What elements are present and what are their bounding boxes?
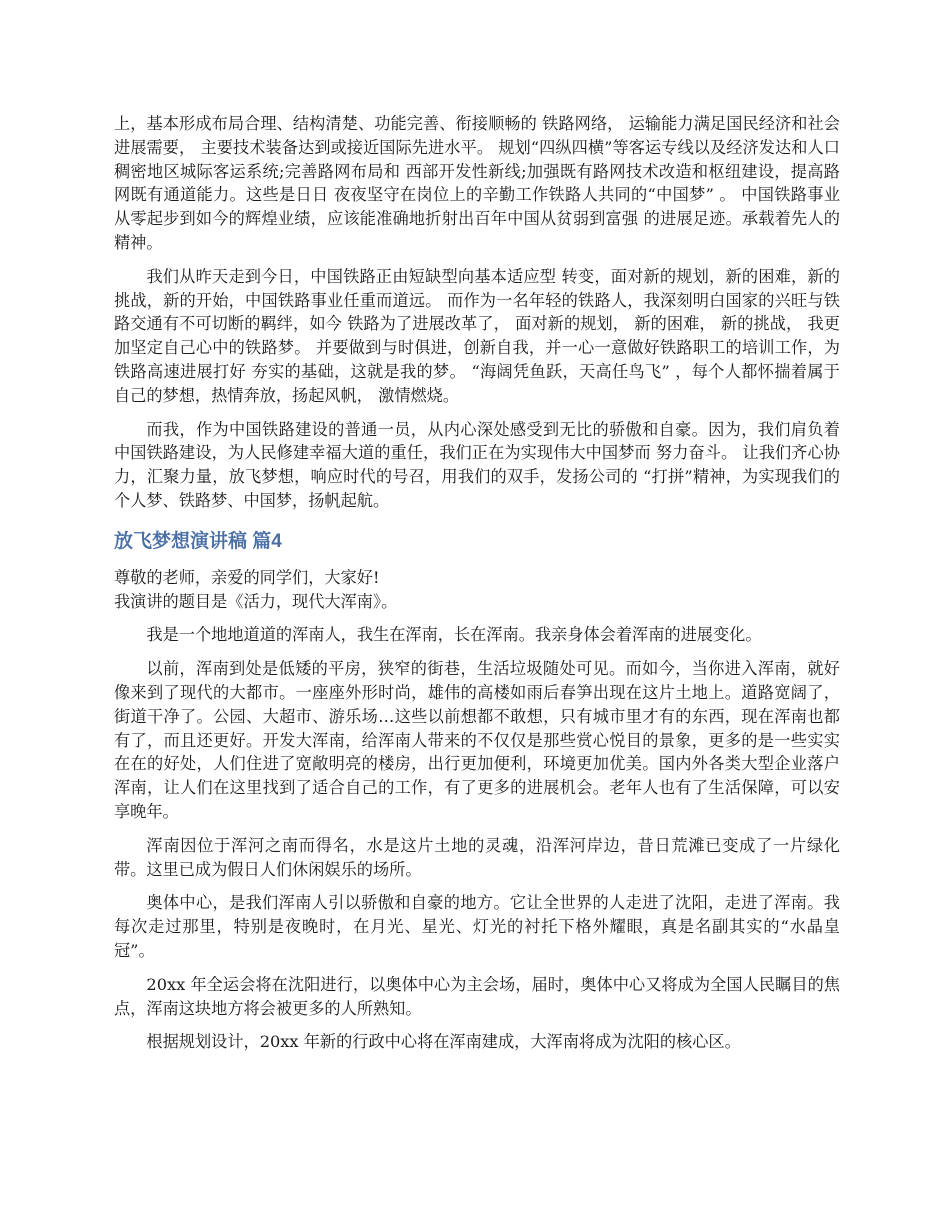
section-heading: 放飞梦想演讲稿 篇4 [114,530,282,552]
paragraph-railway-dream: 我们从昨天走到今日，中国铁路正由短缺型向基本适应型 转变，面对新的规划，新的困难，新的挑战，新的开始，中国铁路事业任重而道远。 而作为一名年轻的铁路人，我深刻明白国家的兴旺与铁路交通有不可切断的羁绊，如今 铁路为了进展改革了， 面对新的规划， 新的困难， 新的挑战， 我更加坚定自己心中的铁路梦。 并要做到与时俱进，创新自我，并一心一意做好铁路职工的培训工作，为铁路高速进展打好 夯实的基础，这就是我的梦。 “海阔凭鱼跃，天高任鸟飞” ，每个人都怀揣着属于自己的梦想，热情奔放，扬起风帆， 激情燃烧。 [114,266,840,405]
speech-title-line: 我演讲的题目是《活力，现代大浑南》。 [114,591,398,611]
document-page [114,112,840,1054]
paragraph-hunnan-river: 浑南因位于浑河之南而得名，水是这片土地的灵魂，沿浑河岸边，昔日荒滩已变成了一片绿化带。这里已成为假日人们休闲娱乐的场所。 [114,835,840,879]
paragraph-hunnan-native: 我是一个地地道道的浑南人，我生在浑南，长在浑南。我亲身体会着浑南的进展变化。 [146,625,762,645]
paragraph-olympic-center: 奥体中心，是我们浑南人引以骄傲和自豪的地方。它让全世界的人走进了沈阳，走进了浑南。我每次走过那里，特别是夜晚时，在月光、星光、灯光的衬托下格外耀眼，真是名副其实的“水晶皇冠”。 [114,893,840,960]
paragraph-hunnan-change: 以前，浑南到处是低矮的平房，狭窄的街巷，生活垃圾随处可见。而如今，当你进入浑南，就好像来到了现代的大都市。一座座外形时尚，雄伟的高楼如雨后春笋出现在这片土地上。道路宽阔了，街道干净了。公园、大超市、游乐场…这些以前想都不敢想，只有城市里才有的东西，现在浑南也都有了，而且还更好。开发大浑南，给浑南人带来的不仅仅是那些赏心悦目的景象，更多的是一些实实在在的好处，人们住进了宽敞明亮的楼房，出行更加便利，环境更加优美。国内外各类大型企业落户浑南，让人们在这里找到了适合自己的工作，有了更多的进展机会。老年人也有了生活保障，可以安享晚年。 [114,659,840,821]
paragraph-national-games: 20xx 年全运会将在沈阳进行，以奥体中心为主会场，届时，奥体中心又将成为全国人民瞩目的焦点，浑南这块地方将会被更多的人所熟知。 [114,974,840,1018]
paragraph-railway-pride: 而我，作为中国铁路建设的普通一员，从内心深处感受到无比的骄傲和自豪。因为，我们肩负着中国铁路建设，为人民修建幸福大道的重任，我们正在为实现伟大中国梦而 努力奋斗。 让我们齐心协力，汇聚力量，放飞梦想，响应时代的号召，用我们的双手，发扬公司的 “打拼”精神，为实现我们的个人梦、铁路梦、中国梦，扬帆起航。 [114,419,840,510]
paragraph-admin-center: 根据规划设计，20xx 年新的行政中心将在浑南建成，大浑南将成为沈阳的核心区。 [146,1032,741,1052]
paragraph-railway-network: 上，基本形成布局合理、结构清楚、功能完善、衔接顺畅的 铁路网络， 运输能力满足国民经济和社会进展需要， 主要技术装备达到或接近国际先进水平。 规划“四纵四横”等客运专线以及经济发达和人口稠密地区城际客运系统;完善路网布局和 西部开发性新线;加强既有路网技术改造和枢纽建设，提高路网既有通道能力。这些是日日 夜夜坚守在岗位上的辛勤工作铁路人共同的“中国梦” 。 中国铁路事业从零起步到如今的辉煌业绩，应该能准确地折射出百年中国从贫弱到富强 的进展足迹。承载着先人的精神。 [114,114,841,252]
greeting-line: 尊敬的老师，亲爱的同学们，大家好! [114,567,380,587]
